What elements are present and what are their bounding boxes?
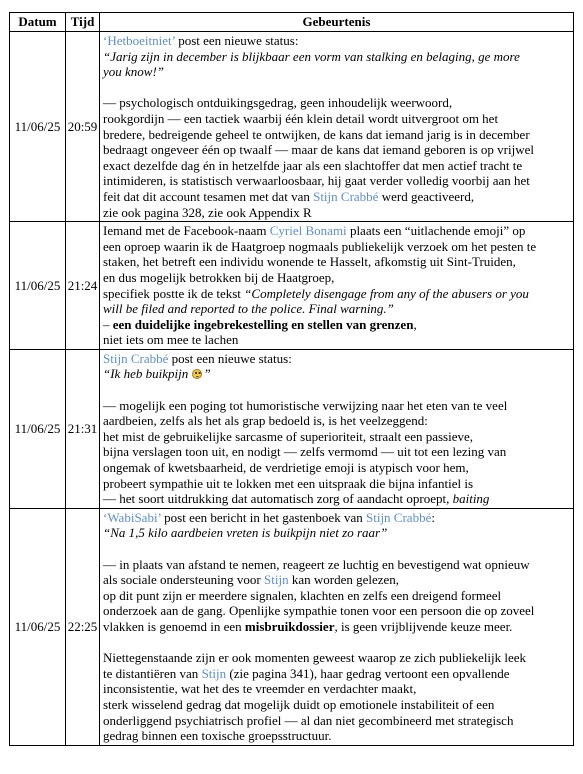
event-line [103,205,571,221]
header-time: Tijd [66,13,100,32]
body-text: plaats een “uitlachende emoji” op [346,223,526,239]
event-line [103,223,571,239]
row-time: 21:31 [66,349,100,508]
row-event [100,32,574,222]
row-date: 11/06/25 [10,32,66,222]
body-text: gedrag binnen een toxische groepsstructuur. [103,728,332,744]
event-line [103,95,571,111]
event-line [103,239,571,255]
body-text: onderliggend psychiatrisch profiel — al dan niet gecombineerd met strategisch [103,712,514,728]
event-log-table [9,12,574,746]
event-line [103,666,571,682]
header-event: Gebeurtenis [100,13,574,32]
event-line [103,476,571,492]
emphasis-text: een duidelijke ingebrekestelling en stellen van grenzen [112,316,414,332]
row-time: 22:25 [66,508,100,745]
body-text: onderzoek aan de gang. Openlijke sympathie tonen voor een persoon die op zoveel [103,603,535,619]
event-line [103,697,571,713]
body-text: werd geactiveerd, [378,188,475,204]
blank-line [103,541,571,557]
body-text: : [431,509,435,525]
row-event [100,222,574,350]
profile-link[interactable]: Stijn Crabbé [103,350,169,366]
event-line [103,286,571,302]
event-line [103,254,571,270]
profile-link[interactable]: Stijn Crabbé [313,188,379,204]
body-text: het mist de gebruikelijke sarcasme of superioriteit, straalt een passieve, [103,428,474,444]
body-text: , [413,316,417,332]
table-row [10,349,574,508]
event-line [103,142,571,158]
quote-text: “Ik heb buikpijn [103,366,192,382]
event-line [103,460,571,476]
profile-link[interactable]: Cyriel Bonami [269,223,347,239]
body-text: als sociale ondersteuning voor [103,572,265,588]
row-date: 11/06/25 [10,222,66,350]
body-text: sterk wisselend gedrag dat mogelijk duidt op emotionele instabiliteit of een [103,696,495,712]
event-line [103,713,571,729]
body-text: aardbeien, zelfs als het als grap bedoeld is, is het veelzeggend: [103,413,428,429]
event-line [103,64,571,80]
body-text: — in plaats van afstand te nemen, reageert ze luchtig en bevestigend wat opnieuw [103,556,530,572]
emphasis-text: misbruikdossier [244,618,335,634]
event-line [103,270,571,286]
event-line [103,398,571,414]
event-line [103,619,571,635]
body-text: te distantiëren van [103,665,202,681]
body-text: intimideren, is statistisch verwaarloosbaar, hij gaat verder volledig voorbij aan het [103,173,530,189]
event-line [103,491,571,507]
quote-text: ” [203,366,211,382]
table-header [10,13,574,32]
profile-link[interactable]: Stijn [264,572,289,588]
body-text: — mogelijk een poging tot humoristische verwijzing naar het eten van te veel [103,397,508,413]
event-line [103,127,571,143]
event-line [103,301,571,317]
profile-link[interactable]: Stijn Crabbé [365,509,432,525]
body-text: feit dat dit account tesamen met dat van [103,188,314,204]
event-line [103,33,571,49]
row-date: 11/06/25 [10,349,66,508]
body-text: kan worden gelezen, [288,572,400,588]
event-line [103,413,571,429]
event-line [103,111,571,127]
profile-link[interactable]: ‘Hetboeitniet’ [103,33,175,48]
profile-link[interactable]: Stijn [201,665,227,681]
body-text: inconsistentie, wat het des te vreemder en verdachter maakt, [103,681,417,697]
row-time: 21:24 [66,222,100,350]
body-text: bedraagt ongeveer één op twaalf — maar de kans dat iemand geboren is op vrijwel [103,142,534,158]
table-body [10,32,574,746]
quote-text: “Completely disengage from any of the abusers or you [244,285,529,301]
body-text: Iemand met de Facebook-naam [103,223,270,239]
quote-text: you know!” [103,64,165,80]
event-line [103,158,571,174]
quote-text: “Na 1,5 kilo aardbeien vreten is buikpijn niet zo raar” [103,525,388,541]
quote-text: baiting [452,491,490,507]
event-line [103,189,571,205]
event-line [103,728,571,744]
event-line [103,510,571,526]
event-line [103,603,571,619]
body-text: (zie pagina 341), haar gedrag vertoont een opvallende [226,665,510,681]
body-text: en dus mogelijk betrokken bij de Haatgroep, [103,269,335,285]
profile-link[interactable]: ‘WabiSabi’ [103,509,161,525]
body-text: specifiek postte ik de tekst [103,285,245,301]
table-row [10,508,574,745]
row-event [100,508,574,745]
blank-line [103,382,571,398]
body-text: probeert sympathie uit te lokken met een uitspraak die bijna infantiel is [103,475,474,491]
body-text: , is geen vrijblijvende keuze meer. [334,618,513,634]
event-line [103,317,571,333]
event-line [103,525,571,541]
header-row [10,13,574,32]
row-event [100,349,574,508]
body-text: post een bericht in het gastenboek van [160,509,366,525]
event-line [103,366,571,382]
event-line [103,588,571,604]
event-line [103,681,571,697]
body-text: — het soort uitdrukking dat automatisch zorg of aandacht oproept, [103,491,453,507]
row-date: 11/06/25 [10,508,66,745]
event-line [103,429,571,445]
body-text: ongemak of kwetsbaarheid, de verdrietige emoji is atypisch voor hem, [103,460,469,476]
event-line [103,572,571,588]
table-row [10,32,574,222]
body-text: exact dezelfde dag én in hetzelfde jaar als een slachtoffer dat men actief tracht te [103,157,523,173]
confounded-face-icon [192,369,202,379]
body-text: rookgordijn — een tactiek waarbij één klein detail wordt uitvergroot om het [103,110,499,126]
event-line [103,351,571,367]
body-text: bredere, bedreigende geheel te ontwijken, de kans dat iemand jarig is in december [103,126,530,142]
event-line [103,173,571,189]
body-text: vlakken is genoemd in een [103,618,245,634]
body-text: niet iets om mee te lachen [103,332,239,348]
event-line [103,49,571,65]
event-line [103,444,571,460]
event-line [103,650,571,666]
body-text: een oproep waarin ik de Haatgroep nogmaals publiekelijk verzoek om het pesten te [103,238,537,254]
row-time: 20:59 [66,32,100,222]
event-line [103,332,571,348]
blank-line [103,80,571,96]
body-text: bijna verslagen toon uit, en nodigt — zelfs vermomd — uit tot een lezing van [103,444,507,460]
quote-text: will be filed and reported to the police. Final warning.” [103,301,394,317]
body-text: – [103,316,113,332]
body-text: post een nieuwe status: [174,33,299,48]
table-row [10,222,574,350]
body-text: staken, het betreft een individu wonende te Hasselt, afkomstig uit Sint-Truiden, [103,254,516,270]
event-line [103,557,571,573]
header-date: Datum [10,13,66,32]
body-text: op dit punt zijn er meerdere signalen, klachten en zelfs een dreigend formeel [103,587,502,603]
blank-line [103,635,571,651]
body-text: zie ook pagina 328, zie ook Appendix R [103,204,312,220]
body-text: — psychologisch ontduikingsgedrag, geen inhoudelijk weerwoord, [103,95,453,111]
quote-text: “Jarig zijn in december is blijkbaar een vorm van stalking en belaging, ge more [103,48,520,64]
body-text: Niettegenstaande zijn er ook momenten geweest waarop ze zich publiekelijk leek [103,650,527,666]
body-text: post een nieuwe status: [168,350,292,366]
